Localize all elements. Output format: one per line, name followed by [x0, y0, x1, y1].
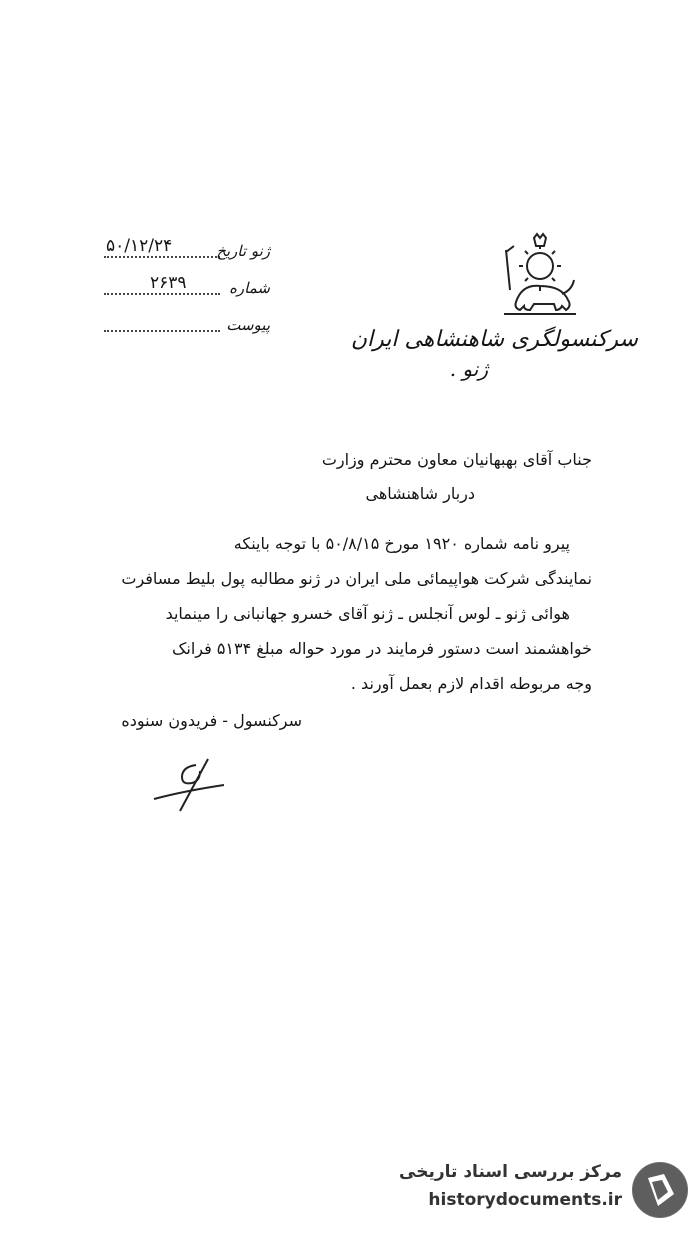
body-line-5: وجه مربوطه اقدام لازم بعمل آورند .	[350, 674, 592, 693]
body-line-3: هوائی ژنو ـ لوس آنجلس ـ ژنو آقای خسرو جهانبانی را مینماید	[165, 604, 570, 623]
consulate-name: سرکنسولگری شاهنشاهی ایران	[350, 327, 638, 352]
handwritten-signature-icon	[150, 755, 230, 815]
body-line-4: خواهشمند است دستور فرمایند در مورد حواله مبلغ ۵۱۳۴ فرانک	[172, 639, 592, 658]
document-center-logo-icon	[632, 1162, 688, 1218]
number-label: شماره	[229, 279, 270, 297]
number-dotted-line	[104, 293, 220, 295]
date-row	[100, 236, 270, 264]
consulate-city: ژنو .	[449, 357, 488, 381]
body-line-2: نمایندگی شرکت هواپیمائی ملی ایران در ژنو مطالبه پول بلیط مسافرت	[121, 569, 592, 588]
attachment-row	[100, 310, 270, 338]
addressee-line-1: جناب آقای بهبهانیان معاون محترم وزارت	[321, 450, 592, 469]
lion-and-sun-emblem-icon	[496, 232, 584, 318]
number-row	[100, 273, 270, 301]
date-value: ۵۰/۱۲/۲۴	[106, 236, 173, 256]
watermark-title: مرکز بررسی اسناد تاریخی	[399, 1162, 622, 1182]
attachment-label: پیوست	[226, 316, 270, 334]
date-label: ژنو تاریخ	[216, 242, 270, 260]
watermark-url: historydocuments.ir	[428, 1190, 622, 1210]
letterhead	[318, 325, 638, 383]
addressee-line-2: دربار شاهنشاهی	[365, 484, 475, 503]
body-line-1: پیرو نامه شماره ۱۹۲۰ مورخ ۵۰/۸/۱۵ با توجه باینکه	[233, 534, 570, 553]
date-dotted-line	[104, 256, 220, 258]
signatory-line: سرکنسول - فریدون سنوده	[121, 711, 302, 730]
attachment-dotted-line	[104, 330, 220, 332]
number-value: ۲۶۳۹	[150, 273, 187, 293]
watermark	[398, 1150, 688, 1230]
